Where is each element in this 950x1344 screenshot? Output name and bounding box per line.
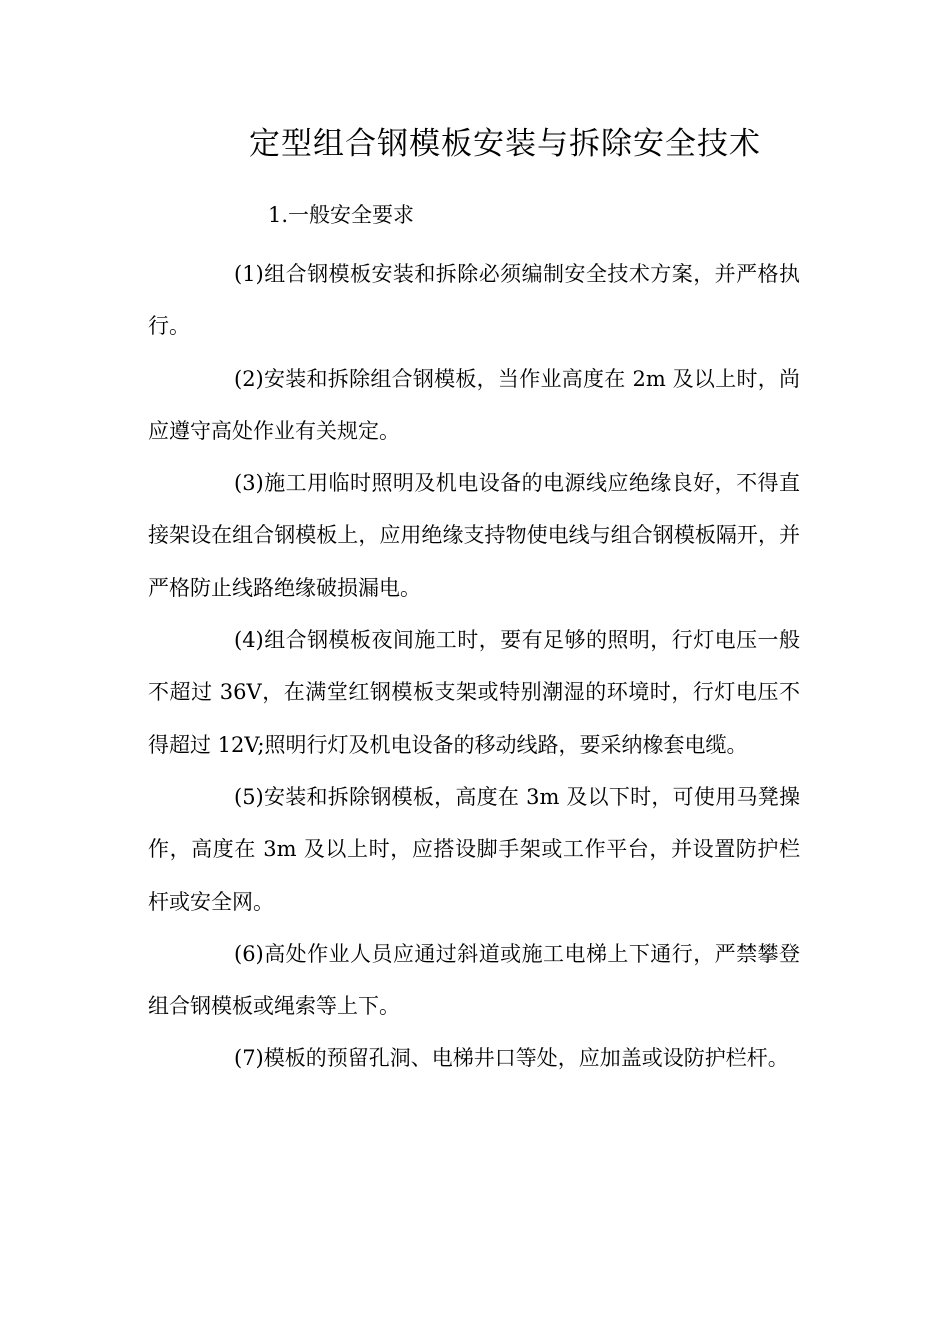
paragraph-6: (6)高处作业人员应通过斜道或施工电梯上下通行，严禁攀登组合钢模板或绳索等上下。	[148, 941, 800, 1019]
paragraph-3: (3)施工用临时照明及机电设备的电源线应绝缘良好，不得直接架设在组合钢模板上，应用绝缘支持物使电线与组合钢模板隔开，并严格防止线路绝缘破损漏电。	[148, 471, 800, 600]
paragraph-1: (1)组合钢模板安装和拆除必须编制安全技术方案，并严格执行。	[148, 262, 800, 339]
paragraph-2: (2)安装和拆除组合钢模板，当作业高度在 2m 及以上时，尚应遵守高处作业有关规定。	[148, 366, 800, 443]
document-body	[148, 248, 800, 1085]
paragraph-4: (4)组合钢模板夜间施工时，要有足够的照明，行灯电压一般不超过 36V，在满堂红钢模板支架或特别潮湿的环境时，行灯电压不得超过 12V;照明行灯及机电设备的移动线路，要采纳橡套电缆。	[148, 628, 800, 757]
section-heading: 1.一般安全要求	[268, 203, 415, 227]
paragraph-5: (5)安装和拆除钢模板，高度在 3m 及以下时，可使用马凳操作，高度在 3m 及以上时，应搭设脚手架或工作平台，并设置防护栏杆或安全网。	[148, 784, 800, 914]
document-title: 定型组合钢模板安装与拆除安全技术	[249, 126, 761, 162]
paragraph-7: (7)模板的预留孔洞、电梯井口等处，应加盖或设防护栏杆。	[234, 1046, 789, 1071]
